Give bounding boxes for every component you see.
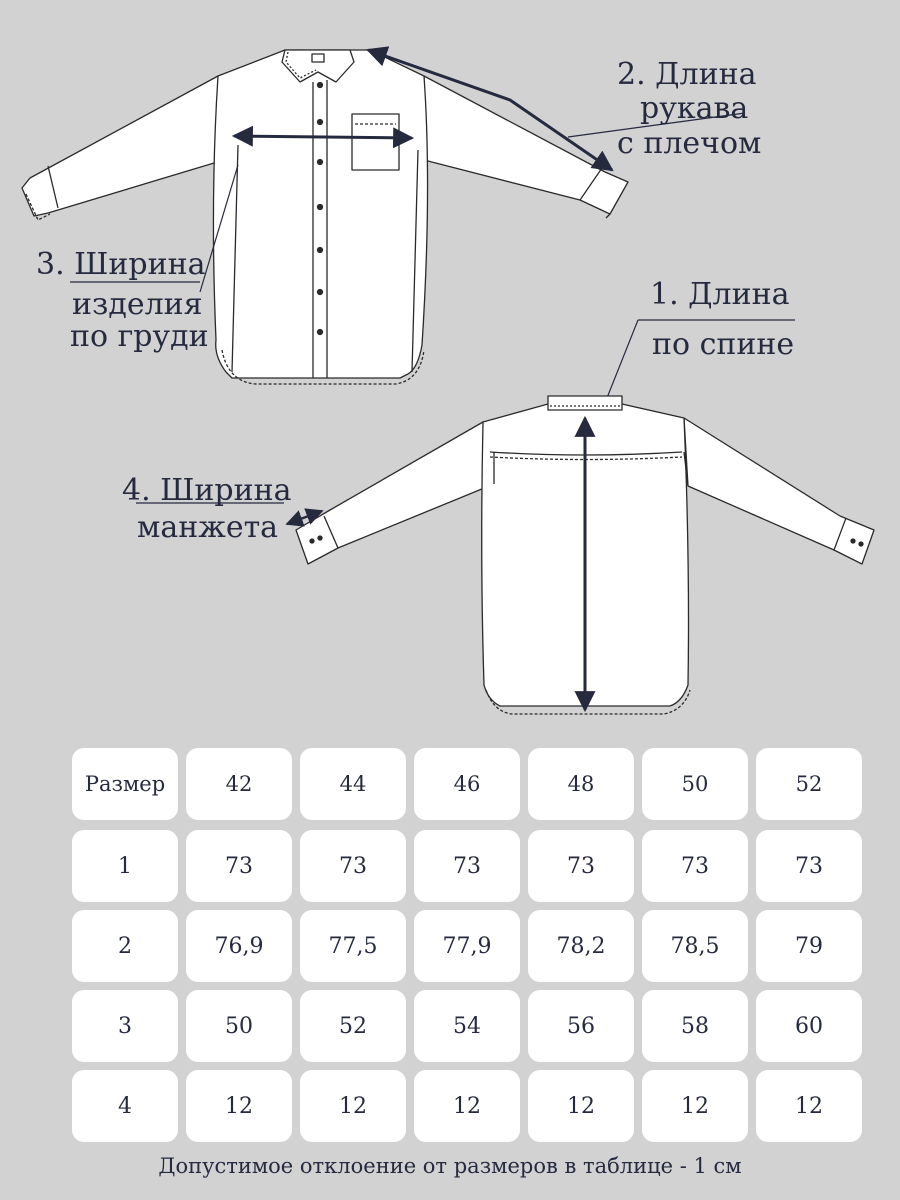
table-cell: 79 [756, 910, 862, 982]
cuff-label-line-2: манжета [137, 510, 279, 545]
table-cell: 4 [72, 1070, 178, 1142]
table-cell: 12 [186, 1070, 292, 1142]
chest-label-line-2: изделия [72, 287, 203, 322]
table-header-cell: 52 [756, 748, 862, 820]
table-header-cell: 44 [300, 748, 406, 820]
table-cell: 50 [186, 990, 292, 1062]
table-cell: 78,5 [642, 910, 748, 982]
table-cell: 1 [72, 830, 178, 902]
table-cell: 3 [72, 990, 178, 1062]
table-cell: 73 [414, 830, 520, 902]
table-header-cell: 50 [642, 748, 748, 820]
chest-label-line-3: по груди [70, 319, 209, 354]
table-header-cell: 46 [414, 748, 520, 820]
table-cell: 76,9 [186, 910, 292, 982]
table-cell: 73 [300, 830, 406, 902]
table-cell: 2 [72, 910, 178, 982]
table-cell: 12 [300, 1070, 406, 1142]
table-cell: 54 [414, 990, 520, 1062]
table-cell: 73 [642, 830, 748, 902]
table-header-cell: 48 [528, 748, 634, 820]
table-cell: 58 [642, 990, 748, 1062]
table-cell: 12 [414, 1070, 520, 1142]
table-cell: 12 [642, 1070, 748, 1142]
chest-width-arrow [234, 136, 412, 138]
table-cell: 78,2 [528, 910, 634, 982]
back-label-line-1: 1. Длина [650, 277, 790, 312]
chest-label-line-1: 3. Ширина [36, 247, 206, 282]
cuff-label-line-1: 4. Ширина [122, 473, 292, 508]
table-cell: 77,9 [414, 910, 520, 982]
sleeve-label-line-1: 2. Длина [617, 57, 757, 92]
back-label-line-2: по спине [652, 327, 795, 362]
table-cell: 12 [756, 1070, 862, 1142]
table-header-cell: Размер [72, 748, 178, 820]
table-header-cell: 42 [186, 748, 292, 820]
table-cell: 77,5 [300, 910, 406, 982]
sleeve-label-line-3: с плечом [617, 126, 762, 161]
table-cell: 60 [756, 990, 862, 1062]
sleeve-label-line-2: рукава [640, 91, 749, 126]
table-cell: 73 [186, 830, 292, 902]
table-cell: 12 [528, 1070, 634, 1142]
table-cell: 73 [756, 830, 862, 902]
tolerance-note: Допустимое отклоение от размеров в таблице - 1 см [158, 1154, 742, 1178]
table-cell: 56 [528, 990, 634, 1062]
table-cell: 73 [528, 830, 634, 902]
table-cell: 52 [300, 990, 406, 1062]
